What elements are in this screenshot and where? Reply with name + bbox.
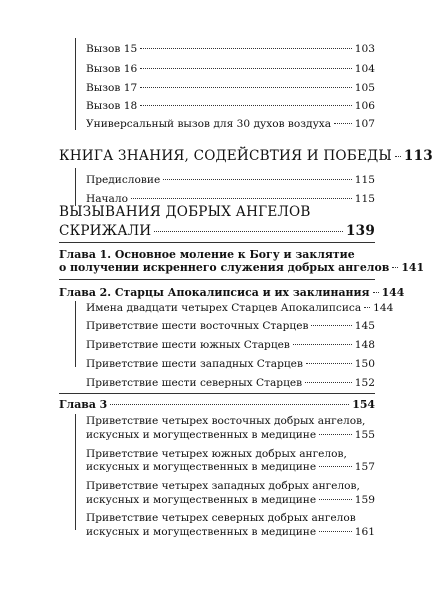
entry-title: Вызов 16 (86, 63, 138, 75)
entry-title: Начало (86, 193, 128, 205)
toc-entry-south-elders[interactable] (86, 339, 375, 351)
toc-entry-call-17[interactable] (86, 82, 375, 94)
section-title: КНИГА ЗНАНИЯ, СОДЕЙСВТИЯ И ПОБЕДЫ (59, 148, 392, 164)
toc-entry-elder-names[interactable] (86, 302, 394, 314)
entry-line2: искусных и могущественных в медицине (86, 526, 317, 538)
leader-dots (364, 307, 370, 308)
leader-dots (163, 179, 352, 180)
entry-page: 107 (354, 118, 375, 130)
toc-entry-call-16[interactable] (86, 63, 375, 75)
toc-entry-west-elders[interactable] (86, 358, 375, 370)
entry-page: 161 (354, 526, 375, 538)
leader-dots (373, 292, 379, 293)
leader-dots (334, 123, 352, 124)
entry-title: Предисловие (86, 174, 161, 186)
entry-page: 159 (354, 494, 375, 506)
entry-title: Вызов 18 (86, 100, 138, 112)
entry-title: Универсальный вызов для 30 духов воздуха (86, 118, 332, 130)
toc-entry-east-angels[interactable] (86, 429, 375, 441)
section-title-line2: СКРИЖАЛИ (59, 223, 152, 239)
toc-chapter-3[interactable] (59, 398, 375, 411)
toc-entry-preface[interactable] (86, 174, 375, 186)
toc-section-summoning[interactable] (59, 223, 375, 239)
chapter2-bracket-line (75, 301, 76, 367)
leader-dots (131, 198, 352, 199)
toc-chapter-1[interactable] (59, 261, 425, 274)
entry-page: 103 (354, 43, 375, 55)
leader-dots (392, 267, 398, 268)
toc-entry-west-angels[interactable] (86, 494, 375, 506)
chapter1-rule (59, 279, 375, 280)
chapter-page: 144 (381, 286, 405, 299)
leader-dots (319, 499, 352, 500)
entry-line2: искусных и могущественных в медицине (86, 461, 317, 473)
leader-dots (319, 434, 352, 435)
toc-entry-north-angels[interactable] (86, 526, 375, 538)
toc-entry-north-elders[interactable] (86, 377, 375, 389)
entry-line1: Приветствие четырех западных добрых ангелов, (86, 480, 360, 492)
entry-line2: искусных и могущественных в медицине (86, 494, 317, 506)
chapter-title-line2: о получении искреннего служения добрых ангелов (59, 261, 390, 274)
leader-dots (319, 466, 352, 467)
entry-title: Приветствие шести западных Старцев (86, 358, 303, 370)
entry-line2: искусных и могущественных в медицине (86, 429, 317, 441)
section-page: 113 (403, 148, 433, 164)
leader-dots (305, 382, 352, 383)
entry-title: Имена двадцати четырех Старцев Апокалипсиса (86, 302, 362, 314)
entry-page: 105 (354, 82, 375, 94)
toc-entry-east-elders[interactable] (86, 320, 375, 332)
entry-title: Вызов 15 (86, 43, 138, 55)
leader-dots (140, 68, 352, 69)
toc-entry-universal-call[interactable] (86, 118, 375, 130)
toc-entry-call-15[interactable] (86, 43, 375, 55)
entry-page: 104 (354, 63, 375, 75)
section-page: 139 (346, 223, 375, 239)
leader-dots (311, 325, 351, 326)
entry-page: 155 (354, 429, 375, 441)
section-title-line1: ВЫЗЫВАНИЯ ДОБРЫХ АНГЕЛОВ (59, 204, 311, 220)
entry-title: Приветствие шести восточных Старцев (86, 320, 309, 332)
entry-line1: Приветствие четырех южных добрых ангелов, (86, 448, 347, 460)
chapter-title: Глава 3 (59, 398, 108, 411)
leader-dots (110, 404, 349, 405)
calls-bracket-line (75, 38, 76, 130)
leader-dots (140, 105, 352, 106)
chapter3-bracket-line (75, 414, 76, 530)
leader-dots (154, 231, 343, 232)
chapter-page: 141 (401, 261, 425, 274)
entry-line1: Приветствие четырех восточных добрых ангелов, (86, 415, 366, 427)
leader-dots (395, 156, 401, 157)
chapter-title: Глава 2. Старцы Апокалипсиса и их заклинания (59, 286, 370, 299)
entry-page: 145 (354, 320, 375, 332)
toc-section-book-of-knowledge[interactable] (59, 148, 433, 164)
entry-page: 106 (354, 100, 375, 112)
entry-title: Вызов 17 (86, 82, 138, 94)
entry-page: 148 (354, 339, 375, 351)
leader-dots (293, 344, 352, 345)
entry-title: Приветствие шести северных Старцев (86, 377, 303, 389)
entry-page: 150 (354, 358, 375, 370)
entry-page: 152 (354, 377, 375, 389)
toc-entry-south-angels[interactable] (86, 461, 375, 473)
leader-dots (140, 87, 352, 88)
chapter1-line1: Глава 1. Основное моление к Богу и заклятие (59, 248, 355, 261)
chapter2-rule (59, 393, 375, 394)
toc-chapter-2[interactable] (59, 286, 405, 299)
entry-page: 157 (354, 461, 375, 473)
entry-line1: Приветствие четырех северных добрых ангелов (86, 512, 356, 524)
leader-dots (140, 48, 352, 49)
book-bracket-line (75, 168, 76, 206)
entry-title: Приветствие шести южных Старцев (86, 339, 290, 351)
leader-dots (319, 531, 352, 532)
entry-page: 115 (354, 193, 375, 205)
chapter-page: 154 (352, 398, 375, 411)
summoning-rule (59, 242, 375, 243)
entry-page: 144 (373, 302, 394, 314)
entry-page: 115 (354, 174, 375, 186)
leader-dots (306, 363, 352, 364)
toc-entry-call-18[interactable] (86, 100, 375, 112)
